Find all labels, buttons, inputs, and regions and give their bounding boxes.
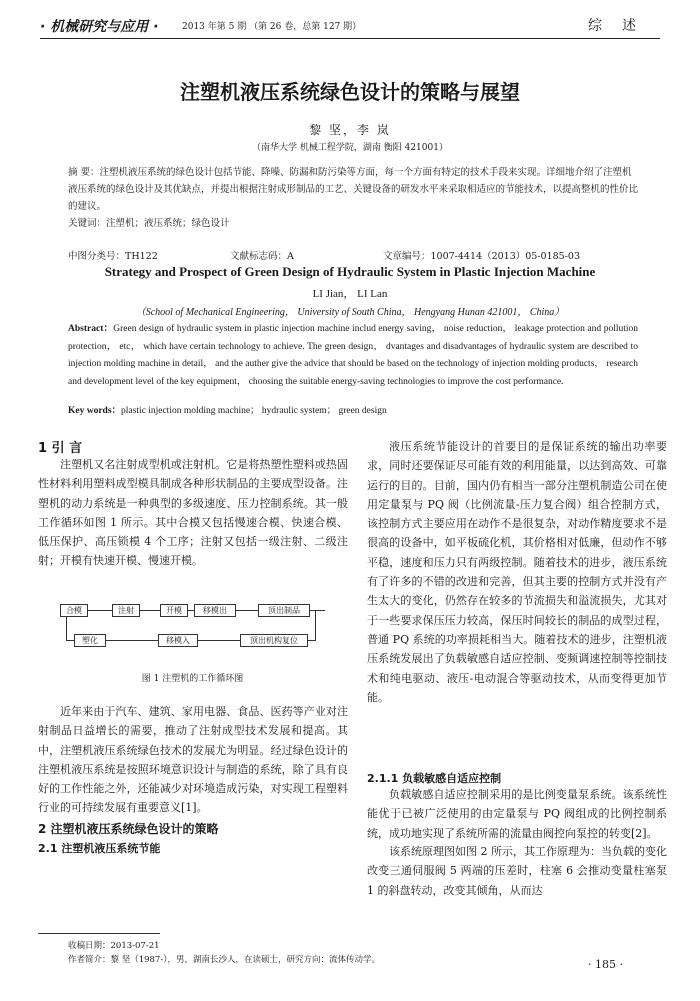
english-abstract-text: Green design of hydraulic system in plastic injection machine includ energy saving， noise reduction， leakage protection and pollution protection， etc， which have certain technology to achieve. The green design， dvantages and disadvantages of hydraulic system are described to injection molding machine in detail， and the auther give the advice that should be based on the technology of injection molding products， research and development level of the key equipment， choosing the suitable energy-saving technologies to improve the cost performance. [68,324,638,387]
keywords-label: Key words： [68,406,122,416]
journal-name: · 机械研究与应用 · [40,19,159,35]
step-clamp: 合模 [60,604,88,617]
step-eject: 顶出制品 [258,604,310,617]
step-open: 开模 [160,604,188,617]
english-title: Strategy and Prospect of Green Design of Hydraulic System in Plastic Injection Machine [104,264,596,279]
step-move-in: 移模入 [158,634,198,647]
page-number: · 185 · [588,958,623,971]
right-paragraph-3: 该系统原理图如图 2 所示，其工作原理为：当负载的变化改变三通伺服阀 5 两端的压差时，柱塞 6 会推动变量柱塞泵 1 的斜盘转动，改变其倾角，从而达 [367,845,667,897]
figure-1-diagram [60,600,325,652]
right-paragraph-1: 液压系统节能设计的首要目的是保证系统的输出功率要求，同时还要保证尽可能有效的利用能量，以达到高效、可靠运行的目的。目前，国内仍有相当一部分注塑机制造公司在使用定量泵与 PQ 阀（比例流量-压力复合阀）组合控制方式，该控制方式主要应用在动作不是很复杂，对动作精度要求不是很高的设备中，如平板硫化机，其价格相对低廉，但动作不够平稳，速度和压力只有两级控制。随着技术的进步，液压系统有了许多的不错的改进和完善，但其主要的控制方式并没有产生太大的变化，仍然存在较多的节流损失和溢流损失，尤其对于一些要求保压压力较高，保压时间较长的制品的成型过程，普通 PQ 系统的功率损耗相当大。随着技术的进步，注塑机液压系统发展出了负载敏感自适应控制、变频调速控制等控制技术和纯电驱动、液压-电动混合等驱动技术，从而变得更加节能。 [367,440,667,704]
abstract-cn-text: 摘 要：注塑机液压系统的绿色设计包括节能、降噪、防漏和防污染等方面，每一个方面有特定的技术手段来实现。详细地介绍了注塑机液压系统的绿色设计及其优缺点，并提出根据注射成形制品的工艺、关键设备的研发水平来采取相适应的节能技术，以提高整机的性价比的建议。 [68,167,639,212]
issue-info: 2013 年第 5 期 （第 26 卷，总第 127 期） [182,22,362,32]
abstract-label: Abstract： [68,324,114,334]
doc-code: 文献标志码：A [230,251,294,262]
running-header [40,10,660,39]
right-paragraph-2: 负载敏感自适应控制采用的是比例变量泵系统。该系统性能优于已被广泛使用的由定量泵与 PQ 阀组成的比例控制系统，成功地实现了系统所需的流量由阀控向泵控的转变[2]。 [367,788,667,840]
section-1-heading: 1 引 言 [38,441,83,456]
abstract-cn [68,164,638,232]
paper-title: 注塑机液压系统绿色设计的策略与展望 [180,80,520,104]
step-move-out: 移模出 [194,604,236,617]
section-1-paragraph-1: 注塑机又名注射成型机或注射机。它是将热塑性塑料或热固性材料利用塑料成型模具制成各种形状制品的主要成型设备。注塑机的动力系统是一种典型的多级速度、压力控制系统。其一般工作循环如图 1 所示。其中合模又包括慢速合模、快速合模、低压保护、高压锁模 4 个工序；注射又包括一级注射、二级注射；开模有快速开模、慢速开模。 [38,458,348,568]
english-authors: LI Jian， LI Lan [312,288,388,300]
footnote-rule [38,933,160,934]
section-2-1-heading: 2.1 注塑机液压系统节能 [38,842,161,855]
section-1-paragraph-2: 近年来由于汽车、建筑、家用电器、食品、医药等产业对注射制品日益增长的需要，推动了注射成型技术发展和提高。其中，注塑机液压系统绿色技术的发展尤为明显。经过绿色设计的注塑机液压系统是按照环境意识设计与制造的系统，除了具有良好的工作性能之外，还能减少对环境造成污染，对实现工程塑料行业的可持续发展有重要意义[1]。 [38,705,348,815]
authors: 黎 坚，李 岚 [309,123,391,137]
flow-line-right [315,610,316,640]
step-ejector-reset: 顶出机构复位 [240,634,308,647]
section-2-1-1-heading: 2.1.1 负载敏感自适应控制 [367,772,502,785]
step-plasticize: 塑化 [74,634,106,647]
english-keywords [68,402,387,416]
section-label: 综述 [588,18,656,34]
keywords-cn: 关键词：注塑机；液压系统；绿色设计 [68,218,230,229]
english-abstract [68,321,638,391]
received-date: 收稿日期：2013-07-21 [68,941,160,951]
clc-number: 中图分类号：TH122 [68,251,158,262]
english-keywords-text: plastic injection molding machine； hydraulic system； green design [121,406,387,416]
step-inject: 注射 [112,604,140,617]
article-number: 文章编号：1007-4414（2013）05-0185-03 [383,251,581,262]
section-2-heading: 2 注塑机液压系统绿色设计的策略 [38,822,219,836]
affiliation: （南华大学 机械工程学院，湖南 衡阳 421001） [252,143,448,153]
english-affiliation: （School of Mechanical Engineering， University of South China， Hengyang Hunan 421001， China） [135,307,565,318]
author-bio: 作者简介：黎 坚（1987-），男，湖南长沙人，在读硕士，研究方向：流体传动学。 [68,955,380,965]
figure-1-caption: 图 1 注塑机的工作循环图 [141,674,244,684]
